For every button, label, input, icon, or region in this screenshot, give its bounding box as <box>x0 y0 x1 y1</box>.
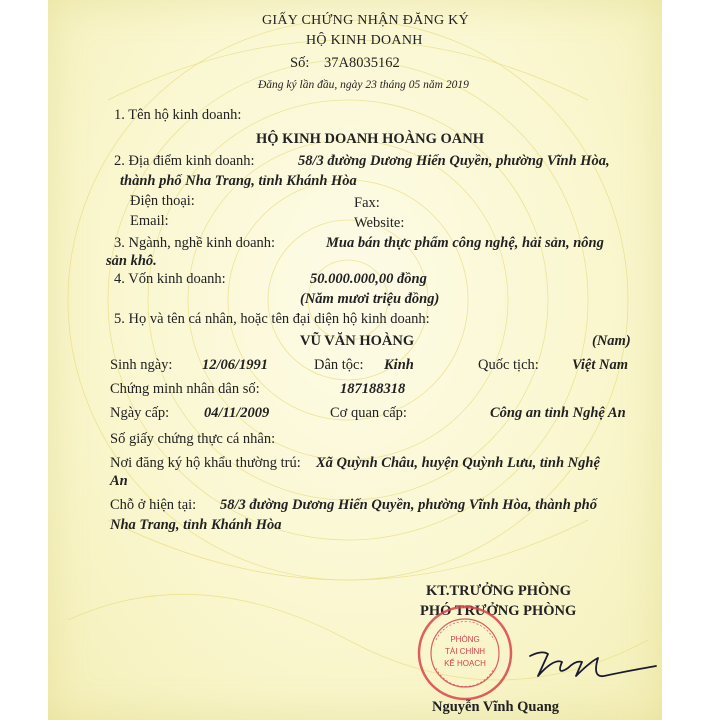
nationality-label: Quốc tịch: <box>478 357 539 373</box>
issue-agency-label: Cơ quan cấp: <box>330 405 407 421</box>
registration-date: Đăng ký lần đầu, ngày 23 tháng 05 năm 2019 <box>258 79 469 91</box>
handwritten-signature <box>472 636 658 686</box>
svg-text:PHÒNG: PHÒNG <box>450 635 480 644</box>
residence-line2: An <box>110 473 128 489</box>
owner-gender: (Nam) <box>592 333 631 349</box>
business-name: HỘ KINH DOANH HOÀNG OANH <box>256 131 484 147</box>
certificate-paper <box>48 0 662 720</box>
website-label: Website: <box>354 215 405 231</box>
owner-name: VŨ VĂN HOÀNG <box>300 333 415 349</box>
issue-agency-value: Công an tỉnh Nghệ An <box>490 405 626 421</box>
id-value: 187188318 <box>340 381 406 397</box>
signer-title2: PHÓ TRƯỞNG PHÒNG <box>420 603 577 619</box>
number-label: Số: <box>290 55 310 71</box>
business-line-1: Mua bán thực phẩm công nghệ, hải sản, nông <box>326 235 604 251</box>
id-label: Chứng minh nhân dân số: <box>110 381 260 397</box>
current-address-label: Chỗ ở hiện tại: <box>110 497 197 513</box>
current-address-line2: Nha Trang, tỉnh Khánh Hòa <box>110 517 282 533</box>
svg-text:KẾ HOẠCH: KẾ HOẠCH <box>444 659 486 668</box>
residence-line1: Xã Quỳnh Châu, huyện Quỳnh Lưu, tỉnh Nghệ <box>316 455 600 471</box>
certificate-title: GIẤY CHỨNG NHẬN ĐĂNG KÝ <box>262 13 470 28</box>
business-line-label: 3. Ngành, nghề kinh doanh: <box>114 235 276 251</box>
capital-words: (Năm mươi triệu đồng) <box>300 291 440 307</box>
fax-label: Fax: <box>354 195 380 211</box>
email-label: Email: <box>130 213 169 229</box>
residence-label: Nơi đăng ký hộ khẩu thường trú: <box>110 455 301 471</box>
issue-date-value: 04/11/2009 <box>204 405 270 421</box>
svg-text:TÀI CHÍNH: TÀI CHÍNH <box>445 647 485 656</box>
ethnic-value: Kinh <box>384 357 414 373</box>
location-line2: thành phố Nha Trang, tỉnh Khánh Hòa <box>120 173 357 189</box>
capital-label: 4. Vốn kinh doanh: <box>114 271 226 287</box>
owner-label: 5. Họ và tên cá nhân, hoặc tên đại diện hộ kinh doanh: <box>114 311 430 327</box>
certificate-subtitle: HỘ KINH DOANH <box>306 33 423 48</box>
location-label: 2. Địa điểm kinh doanh: <box>114 153 255 169</box>
dob-value: 12/06/1991 <box>202 357 269 373</box>
number-value: 37A8035162 <box>324 55 400 71</box>
signer-title1: KT.TRƯỞNG PHÒNG <box>426 583 571 599</box>
ethnic-label: Dân tộc: <box>314 357 364 373</box>
location-line1: 58/3 đường Dương Hiến Quyền, phường Vĩnh Hòa, <box>298 153 610 169</box>
issue-date-label: Ngày cấp: <box>110 405 170 421</box>
dob-label: Sinh ngày: <box>110 357 173 373</box>
capital-value: 50.000.000,00 đồng <box>310 271 427 287</box>
personal-cert-label: Số giấy chứng thực cá nhân: <box>110 431 276 447</box>
phone-label: Điện thoại: <box>130 193 195 209</box>
business-line-2: sản khô. <box>106 253 157 269</box>
signer-name: Nguyễn Vĩnh Quang <box>432 699 560 715</box>
business-name-label: 1. Tên hộ kinh doanh: <box>114 107 242 123</box>
nationality-value: Việt Nam <box>572 357 628 373</box>
current-address-line1: 58/3 đường Dương Hiến Quyền, phường Vĩnh Hòa, thành phố <box>220 497 597 513</box>
